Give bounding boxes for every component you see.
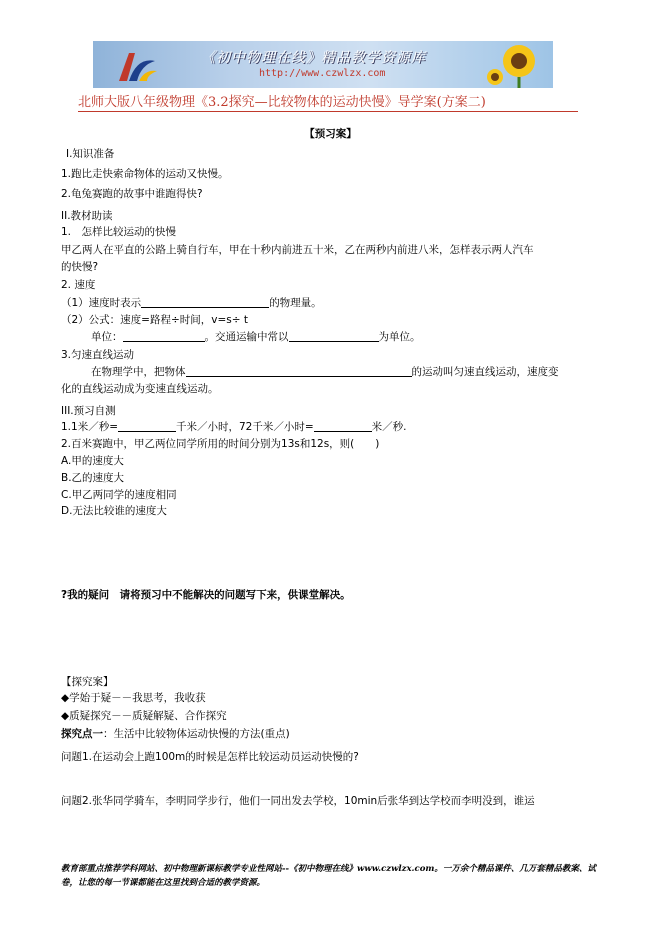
explore-question-2: 问题2.张华同学骑车，李明同学步行，他们一同出发去学校，10min后张华到达学校而李明没到，谁运	[61, 795, 535, 807]
test-q1-part-a: 1.1米／秒=	[61, 421, 118, 433]
banner-title: 《初中物理在线》精品教学资源库	[201, 50, 426, 66]
site-logo-icon	[115, 47, 159, 85]
section-3-heading: III.预习自测	[61, 405, 116, 417]
option-a[interactable]: A.甲的速度大	[61, 455, 124, 467]
part-3-prefix: 在物理学中，把物体	[91, 366, 186, 378]
blank-uniform-motion[interactable]	[186, 366, 412, 377]
item-a-suffix: 的物理量。	[269, 297, 322, 309]
question-1-1: 1.跑比走快索命物体的运动又快慢。	[61, 168, 229, 180]
part-2-item-b: （2）公式：速度=路程÷时间，v=s÷ t	[61, 314, 249, 326]
test-question-1	[61, 419, 407, 434]
page-footer: 教育部重点推荐学科网站、初中物理新课标教学专业性网站--《初中物理在线》www.czwlzx.com。一万余个精品课件、几万套精品教案、试卷，让您的每一节课都能在这里找到合适的教学资源。	[61, 864, 596, 888]
part-1-text: 甲乙两人在平直的公路上骑自行车，甲在十秒内前进五十米，乙在两秒内前进八米，怎样表示两人汽车	[61, 244, 534, 256]
part-3-text-cont: 化的直线运动成为变速直线运动。	[61, 383, 219, 395]
part-1-text-cont: 的快慢?	[61, 261, 99, 273]
explore-bullet-2: ◆质疑探究－－质疑解疑、合作探究	[61, 710, 227, 722]
explore-bullet-1: ◆学始于疑－－我思考，我收获	[61, 692, 206, 704]
item-c-prefix: 单位：	[91, 331, 123, 343]
document-title: 北师大版八年级物理《3.2探究—比较物体的运动快慢》导学案(方案二)	[78, 91, 578, 112]
explore-header: 【探究案】	[61, 676, 114, 688]
sunflower-icon	[485, 43, 545, 88]
part-2-title: 2. 速度	[61, 279, 96, 291]
option-d[interactable]: D.无法比较谁的速度大	[61, 505, 167, 517]
item-c-suffix: 为单位。	[378, 331, 421, 343]
explore-point-label: 探究点一	[61, 728, 103, 740]
part-3-suffix: 的运动叫匀速直线运动，速度变	[411, 366, 559, 378]
part-2-item-c	[91, 329, 421, 344]
my-doubts: ?我的疑问 请将预习中不能解决的问题写下来，供课堂解决。	[61, 589, 351, 601]
part-2-item-a	[61, 295, 322, 310]
item-a-prefix: （1）速度时表示	[61, 297, 142, 309]
section-1-heading: I.知识准备	[66, 148, 115, 160]
explore-question-1: 问题1.在运动会上跑100m的时候是怎样比较运动员运动快慢的?	[61, 751, 359, 763]
blank-unit[interactable]	[123, 331, 205, 342]
test-q1-part-b: 千米／小时，72千米／小时=	[176, 421, 314, 433]
banner-url[interactable]: http://www.czwlzx.com	[259, 68, 386, 79]
part-3-text	[91, 364, 559, 379]
explore-point-text: ：生活中比较物体运动快慢的方法(重点)	[103, 728, 290, 740]
test-q1-part-c: 米／秒.	[371, 421, 407, 433]
test-question-2: 2.百米赛跑中，甲乙两位同学所用的时间分别为13s和12s，则( )	[61, 438, 380, 450]
blank-speed-meaning[interactable]	[141, 297, 269, 308]
part-1-title: 1. 怎样比较运动的快慢	[61, 226, 177, 238]
question-1-2: 2.龟兔赛跑的故事中谁跑得快?	[61, 188, 203, 200]
part-3-title: 3.匀速直线运动	[61, 349, 135, 361]
blank-ms[interactable]	[314, 421, 372, 432]
item-c-mid: 。交通运输中常以	[204, 331, 289, 343]
header-banner	[93, 41, 553, 88]
blank-transport-unit[interactable]	[289, 331, 379, 342]
explore-point-1	[61, 726, 290, 741]
blank-kmh[interactable]	[118, 421, 176, 432]
option-c[interactable]: C.甲乙两同学的速度相同	[61, 489, 177, 501]
option-b[interactable]: B.乙的速度大	[61, 472, 125, 484]
section-2-heading: II.教材助读	[61, 210, 113, 222]
preview-header: 【预习案】	[304, 128, 357, 140]
